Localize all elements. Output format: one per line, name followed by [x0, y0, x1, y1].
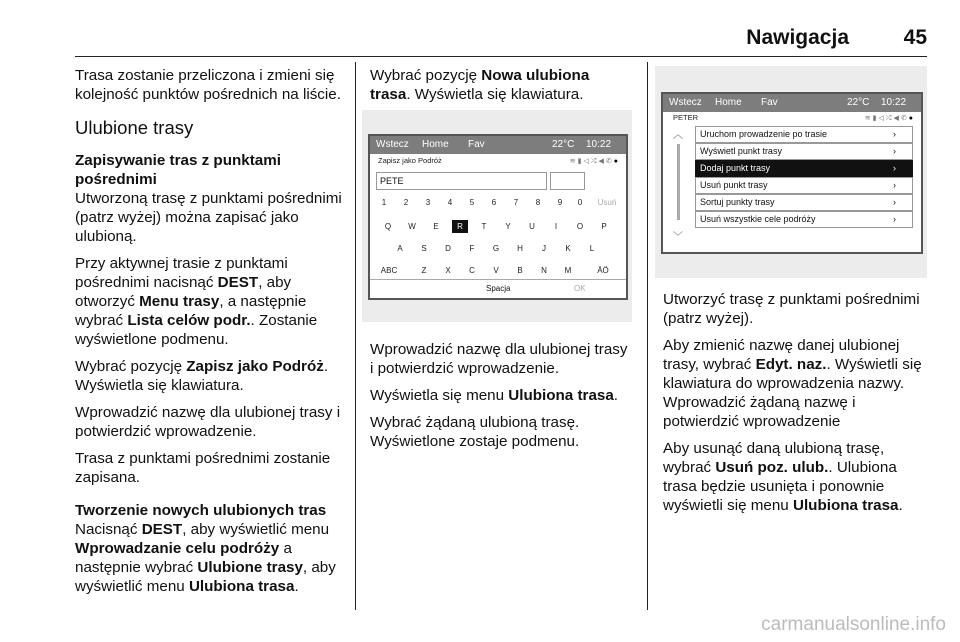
fav-button[interactable]: Fav	[761, 97, 778, 108]
chevron-right-icon: ›	[893, 146, 896, 156]
top-bar	[370, 136, 626, 154]
space-key[interactable]: Spacja	[486, 284, 511, 293]
key[interactable]: Q	[384, 222, 392, 231]
key[interactable]: 8	[535, 198, 541, 207]
ok-key[interactable]: OK	[574, 284, 586, 293]
scroll-up-icon[interactable]: ︿	[673, 130, 683, 141]
temperature: 22°C	[847, 97, 870, 108]
mute-icon: ◀	[893, 115, 901, 122]
scrollbar[interactable]	[677, 144, 680, 220]
section-title: Nawigacja	[746, 26, 849, 49]
key[interactable]: Y	[505, 222, 511, 231]
volume-icon: ◁	[583, 158, 591, 165]
key[interactable]: L	[589, 244, 595, 253]
home-button[interactable]: Home	[715, 97, 742, 108]
key[interactable]: K	[565, 244, 571, 253]
column-3	[663, 290, 929, 523]
key[interactable]: 4	[447, 198, 453, 207]
scroll-down-icon[interactable]: ﹀	[673, 232, 683, 243]
key[interactable]: Z	[421, 266, 427, 275]
key[interactable]: 5	[469, 198, 475, 207]
heading-favourite-routes: Ulubione trasy	[75, 117, 194, 138]
chevron-right-icon: ›	[893, 163, 896, 173]
paragraph: Utworzyć trasę z punktami pośrednimi (patrz wyżej).	[663, 291, 920, 327]
menu-item-delete-all[interactable]: Usuń wszystkie cele podróży ›	[695, 211, 913, 228]
chevron-right-icon: ›	[893, 180, 896, 190]
key[interactable]: J	[542, 244, 546, 253]
phone-icon: ✆	[900, 115, 909, 122]
key[interactable]: 6	[491, 198, 497, 207]
key[interactable]: W	[408, 222, 416, 231]
paragraph: Trasa zostanie przeliczona i zmieni się kolejność punktów pośrednich na liście.	[75, 67, 341, 103]
chevron-right-icon: ›	[893, 129, 896, 139]
key[interactable]: X	[445, 266, 451, 275]
paragraph: Aby usunąć daną ulubioną trasę, wybrać Usuń poz. ulub.. Ulubiona trasa będzie usunięta i ponownie wyświetli się menu Ulubiona trasa.	[663, 440, 903, 514]
name-input[interactable]: PETE	[376, 172, 547, 190]
top-bar	[663, 94, 921, 112]
keyboard-screenshot-frame	[362, 110, 632, 322]
route-menu-screen	[661, 92, 923, 254]
paragraph: Przy aktywnej trasie z punktami pośrednimi nacisnąć DEST, aby otworzyć Menu trasy, a następnie wybrać Lista celów podr.. Zostanie wyświetlone podmenu.	[75, 255, 318, 348]
menu-item-start-guidance[interactable]: Uruchom prowadzenie po trasie ›	[695, 126, 913, 143]
keyboard-row-digits	[370, 196, 626, 210]
column-2-continued	[370, 340, 632, 459]
key[interactable]: 9	[557, 198, 563, 207]
column-1	[75, 66, 347, 604]
keyboard-row-2	[370, 242, 626, 256]
key[interactable]: S	[421, 244, 427, 253]
delete-key[interactable]: Usuń	[597, 198, 617, 207]
suggestion-field	[550, 172, 585, 190]
paragraph: Utworzoną trasę z punktami pośrednimi (patrz wyżej) można zapisać jako ulubioną.	[75, 190, 342, 245]
wifi-icon: ≋	[864, 115, 873, 122]
paragraph: Wprowadzić nazwę dla ulubionej trasy i potwierdzić wprowadzenie.	[370, 341, 628, 377]
menu-item-sort-waypoints[interactable]: Sortuj punkty trasy ›	[695, 194, 913, 211]
key[interactable]: 7	[513, 198, 519, 207]
chevron-right-icon: ›	[893, 214, 896, 224]
chevron-right-icon: ›	[893, 197, 896, 207]
shuffle-icon: ⤮	[885, 115, 894, 122]
key[interactable]: 0	[577, 198, 583, 207]
column-divider-1	[355, 62, 356, 610]
key[interactable]: 2	[403, 198, 409, 207]
menu-item-delete-waypoint[interactable]: Usuń punkt trasy ›	[695, 177, 913, 194]
key[interactable]: E	[433, 222, 439, 231]
back-button[interactable]: Wstecz	[376, 139, 409, 150]
column-divider-2	[647, 62, 648, 610]
key[interactable]: H	[517, 244, 523, 253]
key[interactable]: G	[492, 244, 500, 253]
abc-key[interactable]: ABC	[380, 266, 398, 275]
fav-button[interactable]: Fav	[468, 139, 485, 150]
shuffle-icon: ⤮	[590, 158, 599, 165]
key[interactable]: 1	[381, 198, 387, 207]
key[interactable]: P	[601, 222, 607, 231]
keyboard-row-3	[370, 264, 626, 278]
key[interactable]: T	[481, 222, 487, 231]
paragraph: Wybrać żądaną ulubioną trasę. Wyświetlone zostaje podmenu.	[370, 414, 580, 450]
status-row	[663, 113, 921, 125]
paragraph: Aby zmienić nazwę danej ulubionej trasy, wybrać Edyt. naz.. Wyświetli się klawiatura do wprowadzenia nazwy. Wprowadzić żądaną nazwę i potwierdzić wprowadzenie	[663, 337, 922, 430]
phone-icon: ✆	[605, 158, 614, 165]
screen-caption: Zapisz jako Podróż	[378, 156, 442, 165]
menu-screenshot-frame	[655, 66, 927, 278]
paragraph: Wyświetla się menu Ulubiona trasa.	[370, 387, 619, 404]
status-icons	[570, 157, 620, 166]
signal-icon: ▮	[872, 115, 879, 122]
status-row	[370, 156, 626, 168]
paragraph: Wprowadzić nazwę dla ulubionej trasy i potwierdzić wprowadzenie.	[75, 404, 341, 440]
navigation-icon: ●	[908, 115, 915, 122]
key[interactable]: N	[541, 266, 547, 275]
watermark: carmanualsonline.info	[761, 614, 946, 635]
wifi-icon: ≋	[569, 158, 578, 165]
keyboard-row-1	[370, 220, 626, 234]
key[interactable]: I	[554, 222, 558, 231]
key[interactable]: 3	[425, 198, 431, 207]
temperature: 22°C	[552, 139, 575, 150]
key[interactable]: F	[469, 244, 475, 253]
menu-item-add-waypoint[interactable]: Dodaj punkt trasy ›	[695, 160, 913, 177]
menu-item-show-waypoint[interactable]: Wyświetl punkt trasy ›	[695, 143, 913, 160]
mute-icon: ◀	[598, 158, 606, 165]
clock: 10:22	[586, 139, 612, 150]
page-header	[75, 26, 927, 54]
paragraph: Wybrać pozycję Zapisz jako Podróż. Wyświetla się klawiatura.	[75, 358, 329, 394]
paragraph: Wybrać pozycję Nowa ulubiona trasa. Wyświetla się klawiatura.	[370, 67, 590, 103]
key[interactable]: M	[564, 266, 572, 275]
subheading-save-routes: Zapisywanie tras z punktami pośrednimi	[75, 152, 281, 188]
key[interactable]: C	[469, 266, 475, 275]
subheading-new-routes: Tworzenie nowych ulubionych tras	[75, 502, 327, 519]
column-2	[370, 66, 632, 112]
clock: 10:22	[881, 97, 907, 108]
umlaut-key[interactable]: ÄÖ	[597, 266, 609, 275]
back-button[interactable]: Wstecz	[669, 97, 702, 108]
key[interactable]: V	[493, 266, 499, 275]
paragraph: Nacisnąć DEST, aby wyświetlić menu Wprowadzanie celu podróży a następnie wybrać Ulubione trasy, aby wyświetlić menu Ulubiona trasa.	[75, 521, 336, 595]
key[interactable]: O	[576, 222, 584, 231]
key[interactable]: A	[397, 244, 403, 253]
status-icons	[865, 114, 915, 123]
route-name: PETER	[673, 113, 699, 122]
navigation-icon: ●	[613, 158, 620, 165]
key[interactable]: B	[517, 266, 523, 275]
volume-icon: ◁	[878, 115, 886, 122]
keyboard-footer	[370, 279, 626, 298]
key[interactable]: U	[529, 222, 535, 231]
header-divider	[75, 56, 927, 57]
page-number: 45	[903, 26, 927, 49]
keyboard-screen	[368, 134, 628, 300]
paragraph: Trasa z punktami pośrednimi zostanie zapisana.	[75, 450, 331, 486]
key-selected[interactable]: R	[452, 220, 468, 233]
key[interactable]: D	[445, 244, 451, 253]
signal-icon: ▮	[577, 158, 584, 165]
home-button[interactable]: Home	[422, 139, 449, 150]
